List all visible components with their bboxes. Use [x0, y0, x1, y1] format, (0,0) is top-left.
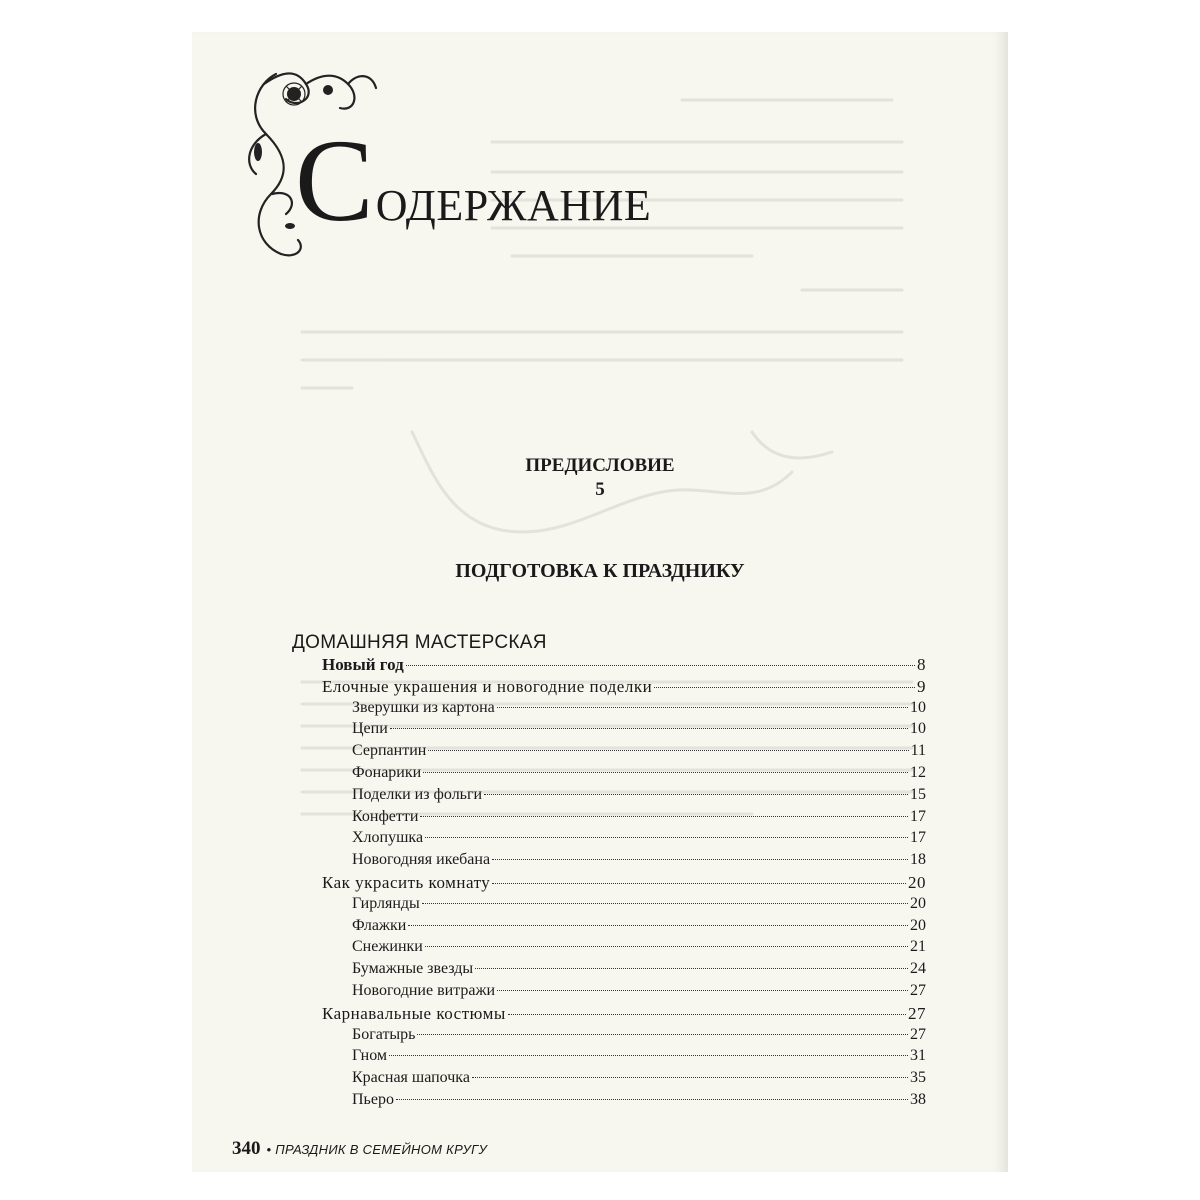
- page-footer: [232, 1138, 487, 1160]
- toc-entry-page: 27: [910, 981, 926, 999]
- toc-entry: [292, 699, 926, 721]
- toc-entry-page: 10: [910, 720, 926, 738]
- dot-leader: [654, 687, 915, 688]
- title-rest: ОДЕРЖАНИЕ: [375, 181, 652, 230]
- toc-entry-label: Новогодние витражи: [352, 981, 496, 999]
- toc-entry-label: Зверушки из картона: [352, 698, 495, 716]
- toc-entry: [292, 1047, 926, 1069]
- dot-leader: [396, 1099, 908, 1100]
- dot-leader: [389, 1055, 908, 1056]
- toc-entry-page: 15: [910, 785, 926, 803]
- toc-entry-page: 10: [910, 698, 926, 716]
- toc-entry-page: 11: [910, 742, 926, 760]
- dot-leader: [425, 946, 908, 947]
- toc-entries: [292, 655, 926, 1113]
- toc-entry: [292, 1004, 926, 1026]
- part-title: ПОДГОТОВКА К ПРАЗДНИКУ: [455, 560, 745, 582]
- toc-entry: [292, 742, 926, 764]
- toc-entry: [292, 808, 926, 830]
- toc-entry: [292, 1069, 926, 1091]
- toc-entry-label: Гном: [352, 1047, 388, 1065]
- dot-leader: [425, 837, 908, 838]
- dot-leader: [492, 859, 908, 860]
- toc-entry: [292, 873, 926, 895]
- table-of-contents: [292, 632, 926, 1113]
- dot-leader: [497, 990, 908, 991]
- preface-heading: ПРЕДИСЛОВИЕ: [525, 455, 675, 476]
- dot-leader: [422, 903, 908, 904]
- toc-entry: [292, 851, 926, 873]
- toc-entry: [292, 720, 926, 742]
- toc-entry: [292, 982, 926, 1004]
- dot-leader: [484, 794, 908, 795]
- toc-entry-page: 21: [910, 938, 926, 956]
- toc-entry-label: Флажки: [352, 916, 407, 934]
- toc-entry: [292, 786, 926, 808]
- toc-entry-label: Цепи: [352, 720, 388, 738]
- dot-leader: [472, 1077, 908, 1078]
- toc-entry-page: 24: [910, 960, 926, 978]
- toc-entry: [292, 960, 926, 982]
- toc-entry-page: 12: [910, 763, 926, 781]
- toc-entry-page: 8: [917, 655, 926, 674]
- toc-entry-page: 35: [910, 1069, 926, 1087]
- dot-leader: [492, 883, 906, 884]
- toc-entry-label: Поделки из фольги: [352, 785, 483, 803]
- toc-entry-page: 9: [917, 676, 926, 696]
- toc-entry-page: 20: [908, 872, 926, 892]
- toc-entry: [292, 938, 926, 960]
- toc-entry-label: Гирлянды: [352, 894, 420, 912]
- toc-entry-label: Хлопушка: [352, 829, 424, 847]
- dot-leader: [428, 750, 908, 751]
- dot-leader: [420, 816, 908, 817]
- toc-entry-label: Новогодняя икебана: [352, 851, 491, 869]
- dot-leader: [390, 728, 908, 729]
- toc-entry-label: Елочные украшения и новогодние поделки: [322, 676, 653, 696]
- toc-entry-page: 18: [910, 851, 926, 869]
- toc-entry-page: 27: [908, 1003, 926, 1023]
- toc-entry-page: 20: [910, 916, 926, 934]
- toc-entry: [292, 1026, 926, 1048]
- toc-entry-page: 38: [910, 1090, 926, 1108]
- toc-entry-label: Бумажные звезды: [352, 960, 474, 978]
- toc-entry-label: Пьеро: [352, 1090, 394, 1108]
- title-initial: С: [295, 115, 374, 246]
- dot-leader: [497, 707, 908, 708]
- toc-entry-label: Серпантин: [352, 742, 427, 760]
- toc-entry-page: 20: [910, 894, 926, 912]
- dot-leader: [475, 968, 908, 969]
- toc-entry-page: 17: [910, 829, 926, 847]
- toc-entry-label: Как украсить комнату: [322, 872, 491, 892]
- dot-leader: [423, 772, 908, 773]
- toc-entry-label: Новый год: [322, 655, 404, 674]
- book-page: [192, 32, 1008, 1172]
- toc-entry: [292, 677, 926, 699]
- toc-entry-page: 27: [910, 1025, 926, 1043]
- dot-leader: [508, 1014, 906, 1015]
- toc-entry-label: Богатырь: [352, 1025, 416, 1043]
- toc-entry-label: Конфетти: [352, 807, 419, 825]
- section-title: ДОМАШНЯЯ МАСТЕРСКАЯ: [292, 632, 547, 653]
- toc-entry-page: 31: [910, 1047, 926, 1065]
- dot-leader: [417, 1034, 908, 1035]
- toc-entry-page: 17: [910, 807, 926, 825]
- toc-entry: [292, 655, 926, 677]
- page-title: [295, 115, 652, 246]
- toc-entry: [292, 1091, 926, 1113]
- toc-entry: [292, 895, 926, 917]
- dot-leader: [408, 925, 908, 926]
- page-number: 340: [232, 1138, 261, 1159]
- toc-entry-label: Снежинки: [352, 938, 423, 956]
- preface-page: 5: [595, 479, 605, 500]
- toc-entry: [292, 917, 926, 939]
- toc-entry: [292, 829, 926, 851]
- toc-entry: [292, 764, 926, 786]
- toc-entry-label: Красная шапочка: [352, 1069, 470, 1087]
- dot-leader: [406, 665, 915, 666]
- toc-entry-label: Фонарики: [352, 763, 422, 781]
- toc-entry-label: Карнавальные костюмы: [322, 1003, 506, 1023]
- running-title: • ПРАЗДНИК В СЕМЕЙНОМ КРУГУ: [266, 1142, 488, 1157]
